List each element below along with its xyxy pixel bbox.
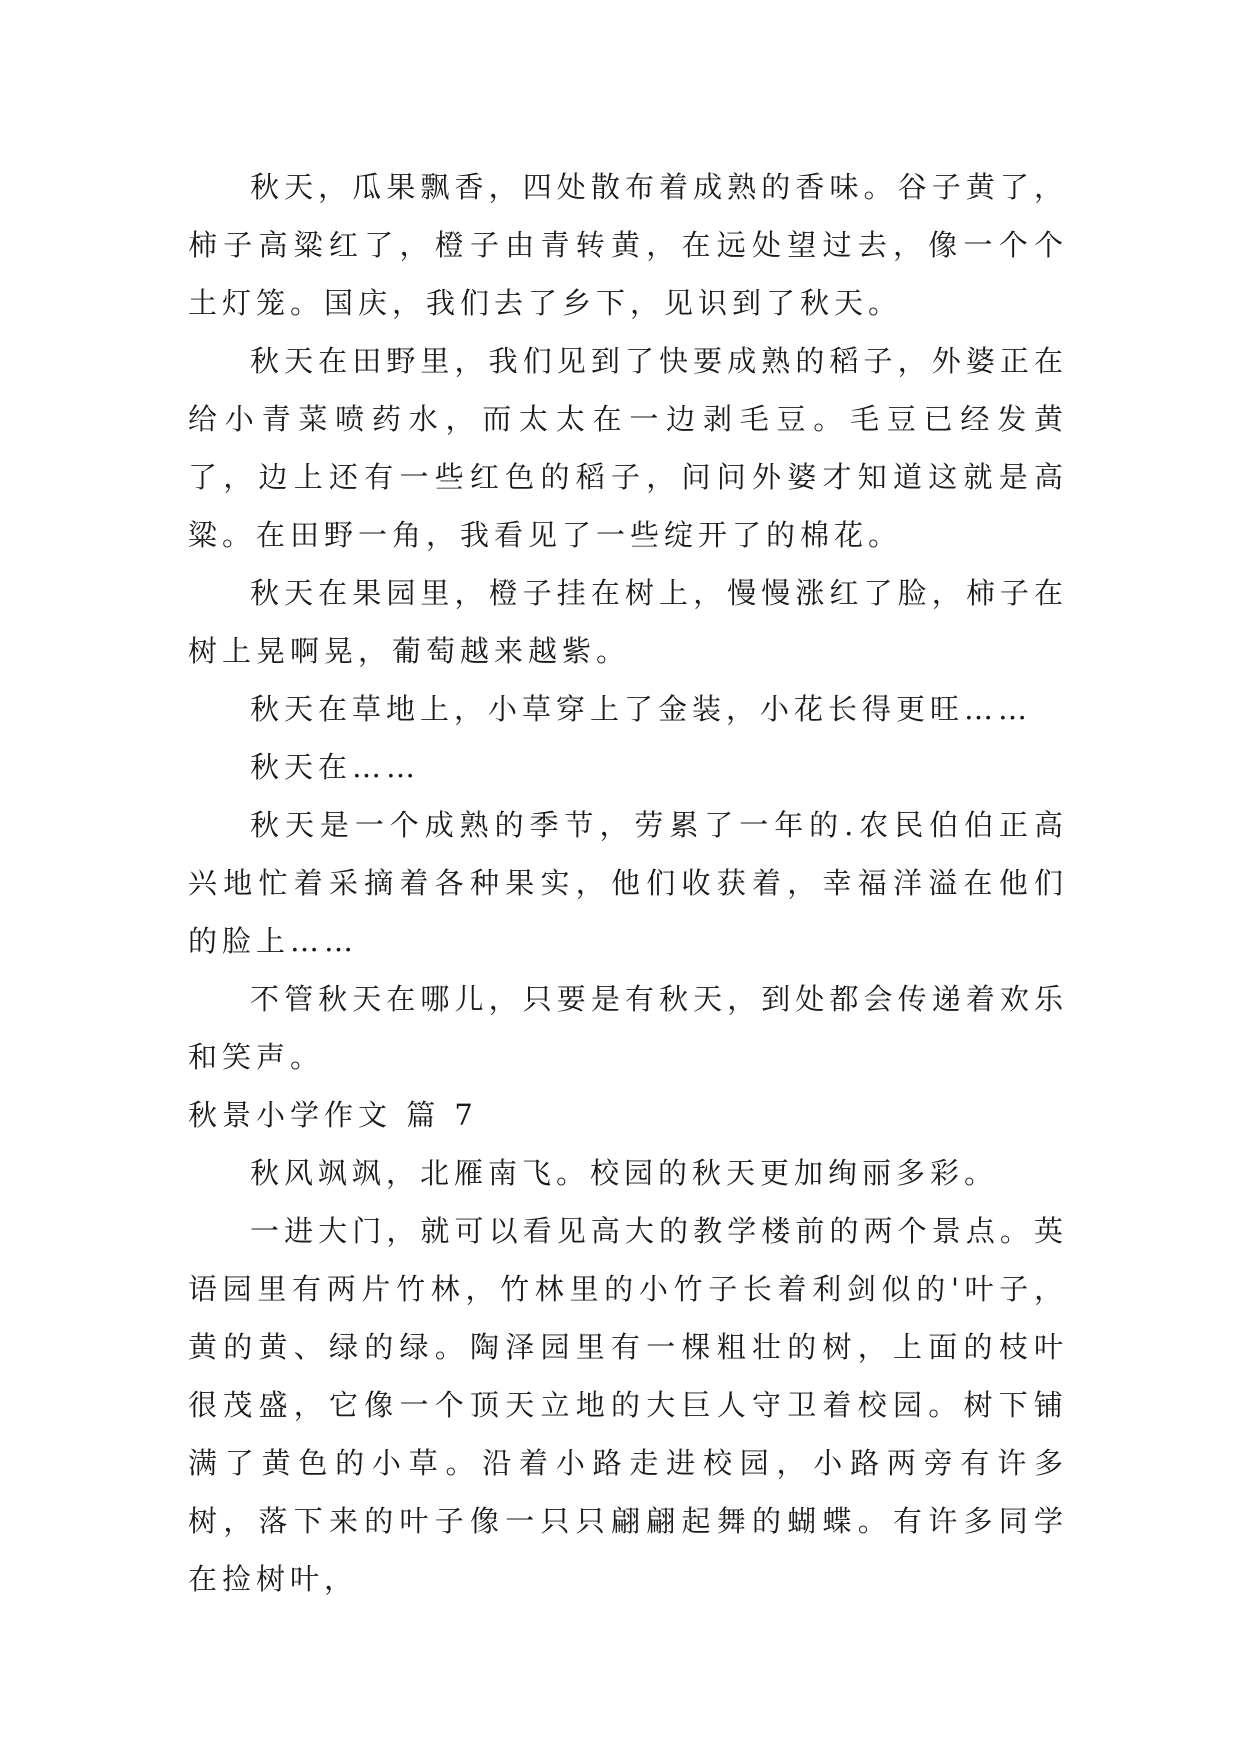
paragraph: 秋天在草地上，小草穿上了金装，小花长得更旺……: [250, 692, 1033, 726]
section-heading: 秋景小学作文 篇 7: [188, 1098, 478, 1132]
paragraph: 秋风飒飒，北雁南飞。校园的秋天更加绚丽多彩。: [250, 1156, 999, 1190]
paragraph: 秋天是一个成熟的季节，劳累了一年的.农民伯伯正高兴地忙着采摘着各种果实，他们收获着，幸福洋溢在他们的脸上……: [188, 808, 1068, 958]
paragraph: 秋天在田野里，我们见到了快要成熟的稻子，外婆正在给小青菜喷药水，而太太在一边剥毛豆。毛豆已经发黄了，边上还有一些红色的稻子，问问外婆才知道这就是高粱。在田野一角，我看见了一些绽开了的棉花。: [188, 344, 1068, 552]
paragraph: 一进大门，就可以看见高大的教学楼前的两个景点。英语园里有两片竹林，竹林里的小竹子长着利剑似的'叶子，黄的黄、绿的绿。陶泽园里有一棵粗壮的树，上面的枝叶很茂盛，它像一个顶天立地的大巨人守卫着校园。树下铺满了黄色的小草。沿着小路走进校园，小路两旁有许多树，落下来的叶子像一只只翩翩起舞的蝴蝶。有许多同学在捡树叶，: [188, 1214, 1068, 1596]
paragraph: 秋天在……: [250, 750, 421, 784]
paragraph: 秋天，瓜果飘香，四处散布着成熟的香味。谷子黄了，柿子高粱红了，橙子由青转黄，在远处望过去，像一个个土灯笼。国庆，我们去了乡下，见识到了秋天。: [188, 170, 1068, 320]
document-page: [188, 158, 1068, 1608]
paragraph: 秋天在果园里，橙子挂在树上，慢慢涨红了脸，柿子在树上晃啊晃，葡萄越来越紫。: [188, 576, 1068, 668]
paragraph: 不管秋天在哪儿，只要是有秋天，到处都会传递着欢乐和笑声。: [188, 982, 1068, 1074]
